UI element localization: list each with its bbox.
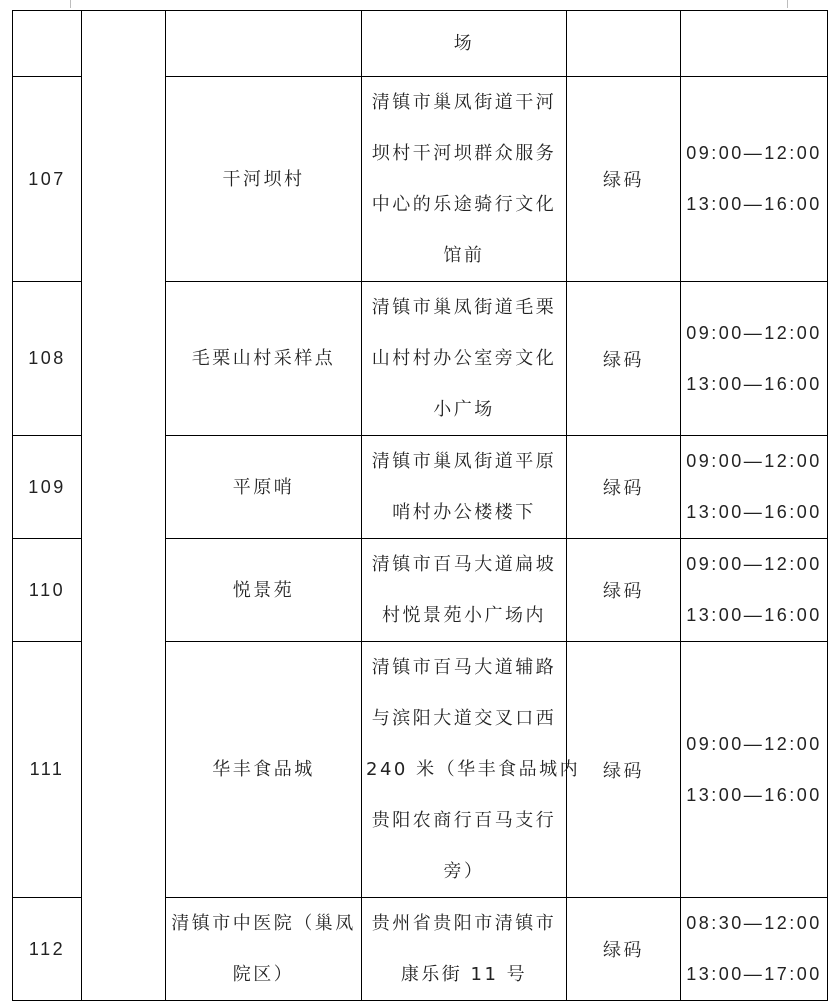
place-name: 悦景苑	[166, 539, 362, 642]
time-cell	[681, 11, 828, 77]
address-cell: 清镇市巢凤街道干河 坝村干河坝群众服务 中心的乐途骑行文化 馆前	[362, 77, 567, 282]
row-number: 110	[13, 539, 82, 642]
district-merged-cell	[82, 11, 166, 1001]
place-name: 平原哨	[166, 436, 362, 539]
address-cell: 清镇市巢凤街道平原 哨村办公楼楼下	[362, 436, 567, 539]
health-code: 绿码	[567, 898, 681, 1001]
address-cell	[362, 11, 567, 77]
table-row-continued	[13, 11, 828, 77]
row-number: 107	[13, 77, 82, 282]
row-number: 108	[13, 282, 82, 436]
address-line: 场	[453, 33, 475, 54]
address-cell: 清镇市巢凤街道毛栗 山村村办公室旁文化 小广场	[362, 282, 567, 436]
health-code: 绿码	[567, 539, 681, 642]
page-corner-mark-right	[787, 0, 788, 8]
opening-hours: 09:00—12:00 13:00—16:00	[681, 642, 828, 898]
address-cell: 贵州省贵阳市清镇市 康乐街 11 号	[362, 898, 567, 1001]
health-code: 绿码	[567, 282, 681, 436]
sampling-sites-table	[12, 10, 828, 1001]
opening-hours: 09:00—12:00 13:00—16:00	[681, 77, 828, 282]
page-corner-mark-left	[70, 0, 71, 8]
place-name: 干河坝村	[166, 77, 362, 282]
address-cell: 清镇市百马大道扁坡 村悦景苑小广场内	[362, 539, 567, 642]
num-cell	[13, 11, 82, 77]
opening-hours: 09:00—12:00 13:00—16:00	[681, 436, 828, 539]
opening-hours: 08:30—12:00 13:00—17:00	[681, 898, 828, 1001]
health-code: 绿码	[567, 642, 681, 898]
health-code: 绿码	[567, 77, 681, 282]
opening-hours: 09:00—12:00 13:00—16:00	[681, 539, 828, 642]
code-cell	[567, 11, 681, 77]
place-name: 毛栗山村采样点	[166, 282, 362, 436]
row-number: 111	[13, 642, 82, 898]
health-code: 绿码	[567, 436, 681, 539]
place-name: 华丰食品城	[166, 642, 362, 898]
opening-hours: 09:00—12:00 13:00—16:00	[681, 282, 828, 436]
place-name: 清镇市中医院（巢凤 院区）	[166, 898, 362, 1001]
row-number: 112	[13, 898, 82, 1001]
address-cell: 清镇市百马大道辅路 与滨阳大道交叉口西 240 米（华丰食品城内 贵阳农商行百马支行 旁）	[362, 642, 567, 898]
place-cell	[166, 11, 362, 77]
row-number: 109	[13, 436, 82, 539]
